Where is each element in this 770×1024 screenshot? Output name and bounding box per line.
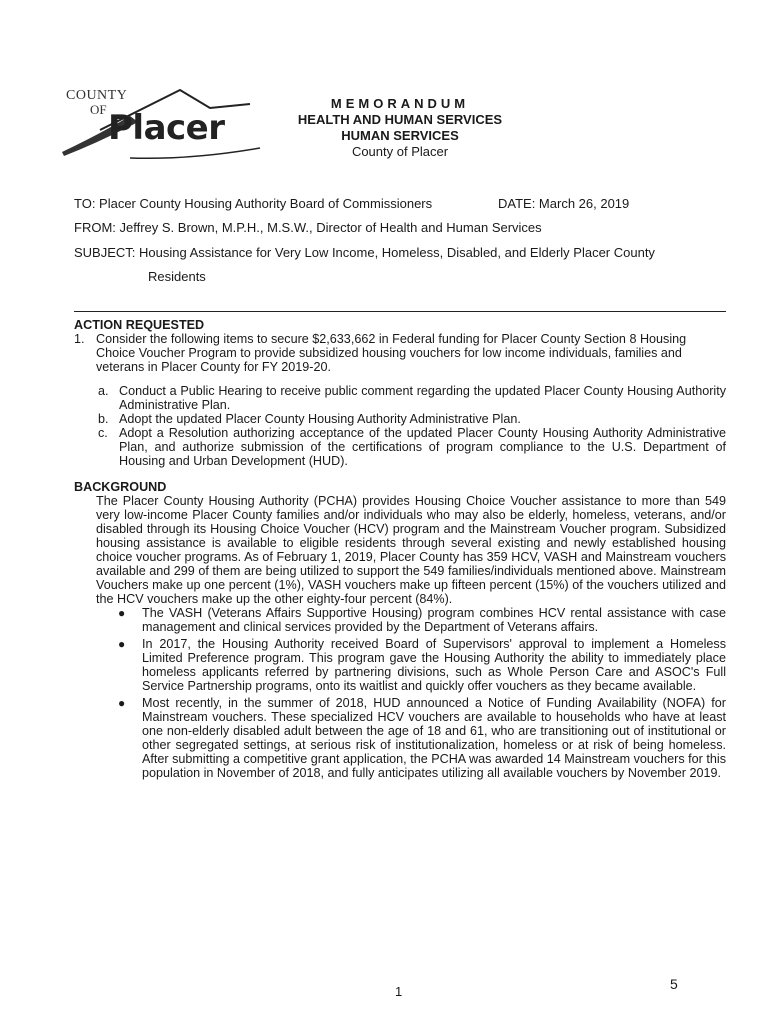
- action-item: [74, 332, 726, 374]
- list-item: [118, 637, 726, 693]
- to-line: TO: Placer County Housing Authority Board of Commissioners: [74, 196, 433, 211]
- bullet-icon: ●: [118, 696, 126, 710]
- division-line: HUMAN SERVICES: [341, 128, 459, 143]
- list-item: [118, 606, 726, 634]
- list-item: [98, 412, 726, 426]
- memo-header: [280, 96, 520, 160]
- action-item-text: Consider the following items to secure $2,633,662 in Federal funding for Placer County Section 8 Housing Choice Voucher Program to provide subsidized housing vouchers for low income individuals, families and veterans in Placer County for FY 2019-20.: [96, 332, 687, 374]
- memo-title: MEMORANDUM: [330, 96, 470, 111]
- bullet-text: The VASH (Veterans Affairs Supportive Housing) program combines HCV rental assistance with case management and clinical services provided by the Department of Veterans affairs.: [142, 606, 726, 634]
- subitem-letter: b.: [98, 412, 109, 426]
- background-heading: BACKGROUND: [74, 480, 167, 494]
- background-paragraph: The Placer County Housing Authority (PCHA) provides Housing Choice Voucher assistance to more than 549 very low-income Placer County families and/or individuals who may also be elderly, homeless, veterans, and/or disabled through its Housing Choice Voucher (HCV) program and the Mainstream Voucher program. Subsidized housing assistance is available to eligible residents through several existing and newly established housing choice voucher programs. As of February 1, 2019, Placer County has 359 HCV, VASH and Mainstream vouchers available and 299 of them are being utilized to support the 549 families/individuals mentioned above. Mainstream Vouchers make up one percent (1%), VASH vouchers make up fifteen percent (15%) of the vouchers utilized and the HCV vouchers make up the other eighty-four percent (84%).: [96, 494, 726, 606]
- county-line: County of Placer: [351, 144, 449, 159]
- subitem-text: Conduct a Public Hearing to receive public comment regarding the updated Placer County Housing Authority Administrative Plan.: [119, 384, 726, 412]
- date-line: DATE: March 26, 2019: [498, 196, 630, 211]
- subitem-letter: c.: [98, 426, 108, 440]
- list-item: [118, 696, 726, 780]
- list-item: [98, 384, 726, 412]
- action-subitems: [98, 384, 726, 468]
- bullet-icon: ●: [118, 637, 126, 651]
- bullet-text: In 2017, the Housing Authority received Board of Supervisors' approval to implement a Homeless Limited Preference program. This program gave the Housing Authority the ability to immediately place homeless applicants referred by partnering divisions, such as Whole Person Care and ASOC's Full Service Partnership programs, onto its waitlist and quickly offer vouchers as they became available.: [142, 637, 726, 693]
- list-item: [98, 426, 726, 468]
- department-line: HEALTH AND HUMAN SERVICES: [297, 112, 503, 127]
- background-bullets: [118, 606, 726, 780]
- bullet-icon: ●: [118, 606, 126, 620]
- logo-county-text: COUNTY: [66, 88, 128, 103]
- from-line: FROM: Jeffrey S. Brown, M.P.H., M.S.W., Director of Health and Human Services: [74, 220, 542, 235]
- page-number: 1: [395, 984, 403, 999]
- county-logo: [60, 82, 270, 162]
- action-item-number: 1.: [74, 332, 85, 346]
- action-requested-heading: ACTION REQUESTED: [74, 318, 205, 332]
- logo-of-text: OF: [90, 102, 107, 117]
- subject-continuation: Residents: [148, 269, 206, 284]
- subject-line: SUBJECT: Housing Assistance for Very Low Income, Homeless, Disabled, and Elderly Placer County: [74, 245, 655, 260]
- bullet-text: Most recently, in the summer of 2018, HUD announced a Notice of Funding Availability (NOFA) for Mainstream vouchers. These specialized HCV vouchers are available to households who have at least one non-elderly disabled adult between the age of 18 and 61, who are transitioning out of institutional or other segregated settings, at serious risk of institutionalization, homeless or at risk of being homeless. After submitting a competitive grant application, the PCHA was awarded 14 Mainstream vouchers for this population in November of 2018, and fully anticipates utilizing all available vouchers by November 2019.: [142, 696, 726, 780]
- subitem-text: Adopt a Resolution authorizing acceptance of the updated Placer County Housing Authority Administrative Plan, and authorize submission of the certifications of program compliance to the U.S. Department of Housing and Urban Development (HUD).: [119, 426, 726, 468]
- header-divider: [74, 311, 726, 312]
- logo-placer-text: Placer: [108, 108, 225, 148]
- subitem-letter: a.: [98, 384, 109, 398]
- memo-body: [74, 318, 726, 783]
- corner-page-number: 5: [670, 976, 678, 992]
- subitem-text: Adopt the updated Placer County Housing Authority Administrative Plan.: [119, 412, 521, 426]
